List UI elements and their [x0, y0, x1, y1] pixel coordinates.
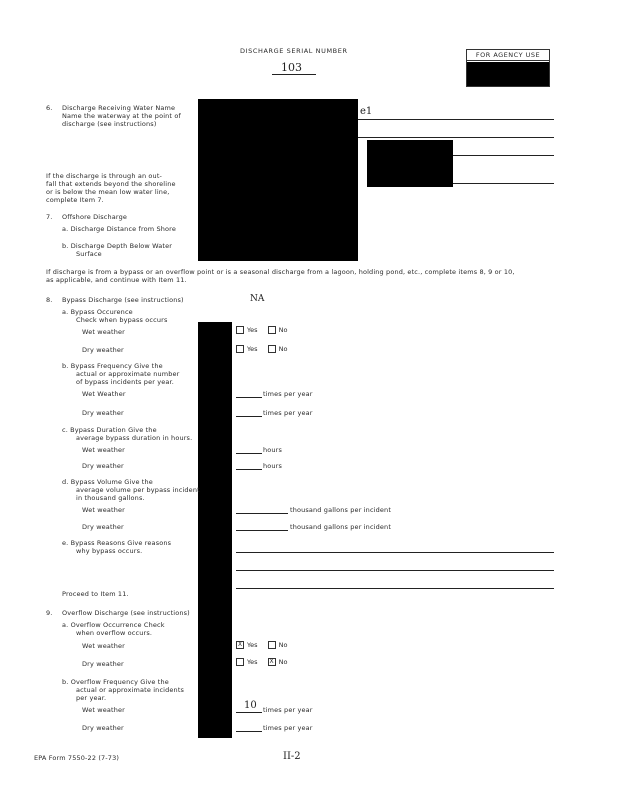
item9b-wet-value: 10 — [244, 700, 257, 711]
form-id: EPA Form 7550-22 (7-73) — [34, 754, 120, 762]
redaction-block-main — [198, 99, 358, 261]
item9a-dry-no-checkbox[interactable]: X — [269, 658, 274, 665]
item8b-title-line1: b. Bypass Frequency Give the — [62, 362, 163, 370]
item7-a-label: a. Discharge Distance from Shore — [62, 225, 176, 233]
item8d-title-line1: d. Bypass Volume Give the — [62, 478, 153, 486]
item8d-dry-unit: thousand gallons per incident — [290, 523, 392, 531]
item6-water-name-fragment: e1 — [360, 106, 373, 117]
no-label: No — [278, 658, 288, 666]
bypass-note-line1: If discharge is from a bypass or an overflow point or is a seasonal discharge from a lagoon, holding pond, etc., complete items 8, 9 or 10, — [46, 268, 515, 276]
item8-proceed: Proceed to Item 11. — [62, 590, 129, 598]
item7-b-label-line2: Surface — [76, 250, 102, 258]
item8c-wet-field[interactable] — [236, 453, 262, 454]
item6-desc-line2: discharge (see instructions) — [62, 120, 157, 128]
item8d-wet-label: Wet weather — [82, 506, 125, 514]
agency-use-box — [466, 49, 550, 87]
item8-number: 8. — [46, 296, 53, 304]
item7-title: Offshore Discharge — [62, 213, 128, 221]
item8b-wet-label: Wet Weather — [82, 390, 126, 398]
item8d-dry-field[interactable] — [236, 530, 288, 531]
item9b-wet-field[interactable] — [236, 712, 262, 713]
redaction-block-column — [198, 322, 232, 738]
serial-number-value: 103 — [281, 61, 302, 74]
item8a-dry-yes-checkbox[interactable] — [236, 345, 244, 353]
item8e-answer-line3[interactable] — [236, 588, 554, 589]
item8e-title-line1: e. Bypass Reasons Give reasons — [62, 539, 172, 547]
item9a-dry-checks — [236, 658, 287, 666]
item9a-title-line1: a. Overflow Occurrence Check — [62, 621, 165, 629]
item8c-wet-label: Wet weather — [82, 446, 125, 454]
item8d-wet-field[interactable] — [236, 513, 288, 514]
item8c-wet-unit: hours — [263, 446, 283, 454]
item9b-wet-unit: times per year — [263, 706, 313, 714]
item8e-answer-line2[interactable] — [236, 570, 554, 571]
item7-number: 7. — [46, 213, 53, 221]
yes-label: Yes — [247, 658, 258, 666]
item6-note-line3: or is below the mean low water line, — [46, 188, 170, 196]
item8a-title-line2: Check when bypass occurs — [76, 316, 168, 324]
item6-answer-line1 — [358, 119, 554, 120]
item6-title: Discharge Receiving Water Name — [62, 104, 176, 112]
item8c-dry-field[interactable] — [236, 469, 262, 470]
item9b-title-line1: b. Overflow Frequency Give the — [62, 678, 169, 686]
item6-desc-line1: Name the waterway at the point of — [62, 112, 181, 120]
item6-note-line2: fall that extends beyond the shoreline — [46, 180, 176, 188]
item8e-title-line2: why bypass occurs. — [76, 547, 143, 555]
item6-answer-line4 — [453, 183, 554, 184]
yes-label: Yes — [247, 345, 258, 353]
item8-title: Bypass Discharge (see instructions) — [62, 296, 184, 304]
item9a-dry-yes-checkbox[interactable] — [236, 658, 244, 666]
yes-label: Yes — [247, 326, 258, 334]
item8a-wet-label: Wet weather — [82, 328, 125, 336]
item8a-dry-label: Dry weather — [82, 346, 124, 354]
no-label: No — [278, 641, 288, 649]
item8-answer: NA — [250, 294, 265, 304]
item8a-wet-checks — [236, 326, 287, 334]
item9-number: 9. — [46, 609, 53, 617]
item9a-wet-checks — [236, 641, 287, 649]
item8a-wet-yes-checkbox[interactable] — [236, 326, 244, 334]
item8c-dry-label: Dry weather — [82, 462, 124, 470]
item9b-dry-field[interactable] — [236, 731, 262, 732]
item8b-title-line3: of bypass incidents per year. — [76, 378, 174, 386]
item6-answer-line2 — [358, 137, 554, 138]
item8d-wet-unit: thousand gallons per incident — [290, 506, 392, 514]
redaction-block-side — [367, 140, 453, 187]
item8a-dry-no-checkbox[interactable] — [268, 345, 276, 353]
item8b-wet-field[interactable] — [236, 397, 262, 398]
item8d-title-line2: average volume per bypass incident — [76, 486, 200, 494]
item8d-dry-label: Dry weather — [82, 523, 124, 531]
item8b-title-line2: actual or approximate number — [76, 370, 180, 378]
item9a-wet-label: Wet weather — [82, 642, 125, 650]
page-number: II-2 — [283, 751, 301, 762]
bypass-note-line2: as applicable, and continue with Item 11. — [46, 276, 187, 284]
item8c-title-line2: average bypass duration in hours. — [76, 434, 193, 442]
agency-use-redaction — [467, 62, 549, 86]
item8b-dry-field[interactable] — [236, 416, 262, 417]
item9b-dry-label: Dry weather — [82, 724, 124, 732]
item8b-dry-unit: times per year — [263, 409, 313, 417]
serial-number-label: DISCHARGE SERIAL NUMBER — [240, 47, 348, 55]
no-label: No — [278, 326, 288, 334]
item8c-title-line1: c. Bypass Duration Give the — [62, 426, 157, 434]
item7-b-label-line1: b. Discharge Depth Below Water — [62, 242, 173, 250]
item9a-dry-label: Dry weather — [82, 660, 124, 668]
serial-number-underline — [272, 74, 316, 75]
item6-note-line1: If the discharge is through an out- — [46, 172, 163, 180]
item8a-dry-checks — [236, 345, 287, 353]
item9b-title-line2: actual or approximate incidents — [76, 686, 185, 694]
item6-note-line4: complete Item 7. — [46, 196, 104, 204]
item8c-dry-unit: hours — [263, 462, 283, 470]
item9a-wet-yes-checkbox[interactable]: X — [237, 641, 243, 648]
no-label: No — [278, 345, 288, 353]
item9b-wet-label: Wet weather — [82, 706, 125, 714]
item8a-title-line1: a. Bypass Occurence — [62, 308, 133, 316]
item9b-title-line3: per year. — [76, 694, 107, 702]
item8e-answer-line1[interactable] — [236, 552, 554, 553]
item9a-wet-no-checkbox[interactable] — [268, 641, 276, 649]
item8b-wet-unit: times per year — [263, 390, 313, 398]
item8b-dry-label: Dry weather — [82, 409, 124, 417]
item9-title: Overflow Discharge (see instructions) — [62, 609, 190, 617]
item8d-title-line3: in thousand gallons. — [76, 494, 145, 502]
item9b-dry-unit: times per year — [263, 724, 313, 732]
agency-use-label: FOR AGENCY USE — [467, 50, 549, 61]
yes-label: Yes — [247, 641, 258, 649]
item8a-wet-no-checkbox[interactable] — [268, 326, 276, 334]
item9a-title-line2: when overflow occurs. — [76, 629, 153, 637]
item6-answer-line3 — [453, 155, 554, 156]
item6-number: 6. — [46, 104, 53, 112]
